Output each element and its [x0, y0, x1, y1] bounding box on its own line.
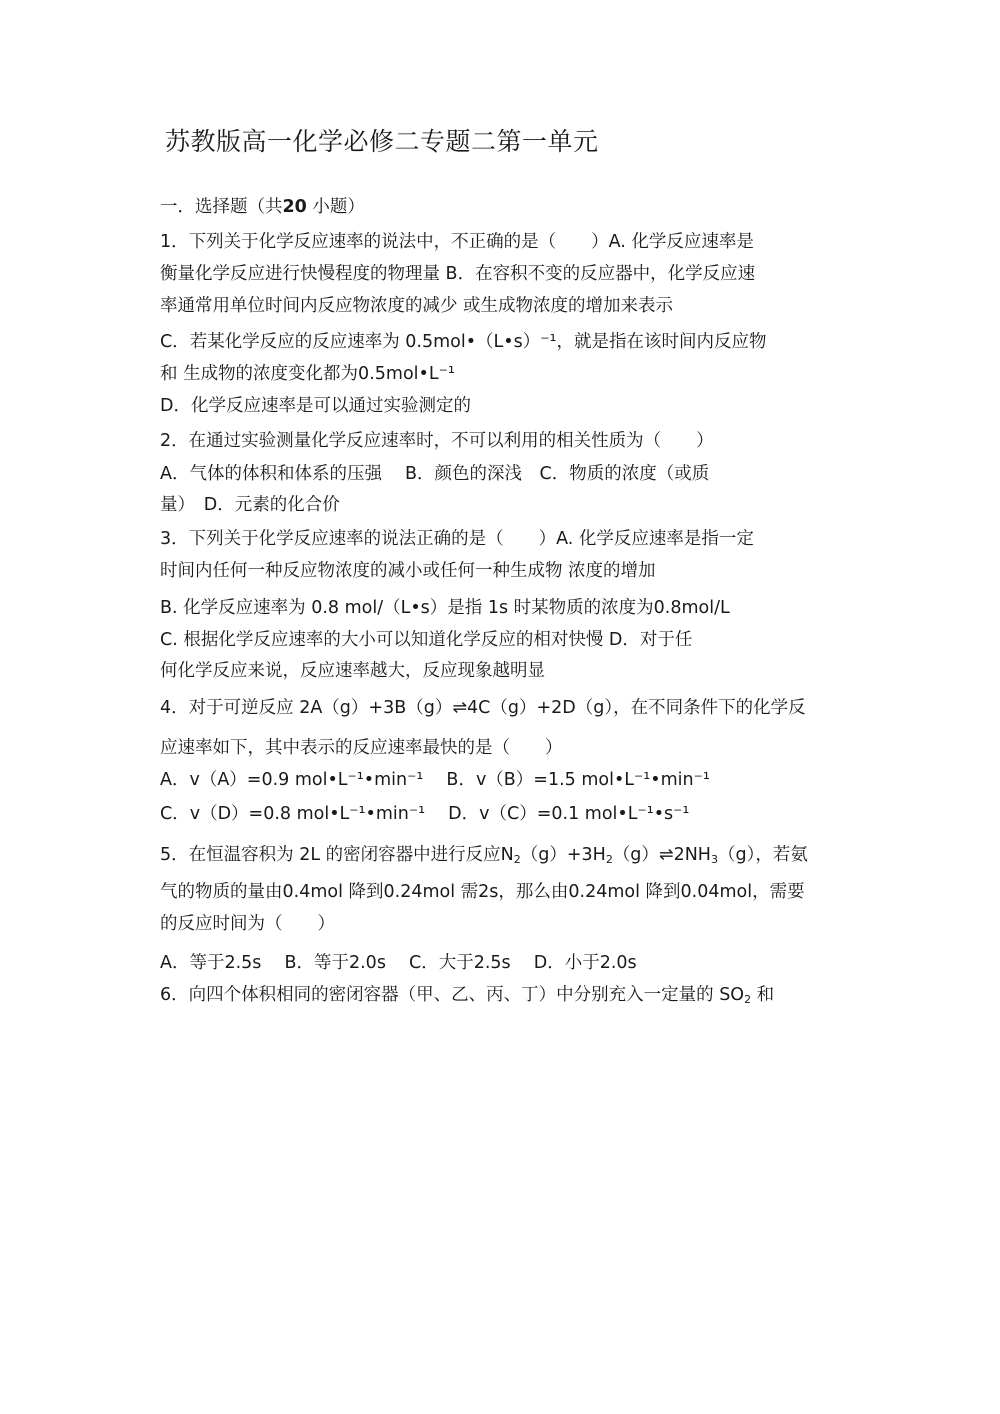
section-heading-prefix: 一．选择题（共 [160, 197, 283, 217]
subscript: 2 [513, 853, 521, 866]
page-title: 苏教版高一化学必修二专题二第一单元 [165, 127, 599, 156]
section-heading-suffix: 小题） [306, 197, 365, 217]
text-segment: ⁻¹ [438, 364, 455, 384]
text-line: 的反应时间为（ ） [160, 914, 335, 934]
text-line: 气的物质的量由0.4mol 降到0.24mol 需2s，那么由0.24mol 降到0.04mol，需要 [160, 882, 805, 902]
text-segment: 5．在恒温容积为 2L 的密闭容器中进行反应N [160, 845, 514, 865]
text-line: 2．在通过实验测量化学反应速率时，不可以利用的相关性质为（ ） [160, 431, 714, 451]
text-segment: ，就是指在该时间内反应物 [556, 332, 767, 352]
text-segment: （g）+3H [520, 845, 606, 865]
text-segment: （g），若氨 [717, 845, 808, 865]
text-segment: 和 生成物的浓度变化都为0.5mol•L [160, 364, 439, 384]
text-line [160, 985, 774, 1006]
text-segment: 6．向四个体积相同的密闭容器（甲、乙、丙、丁）中分别充入一定量的 SO [160, 985, 745, 1005]
text-line: A．气体的体积和体系的压强 B．颜色的深浅 C．物质的浓度（或质 [160, 464, 710, 484]
text-line: 应速率如下，其中表示的反应速率最快的是（ ） [160, 738, 563, 758]
text-line: 衡量化学反应进行快慢程度的物理量 B．在容积不变的反应器中，化学反应速 [160, 264, 756, 284]
text-line: B. 化学反应速率为 0.8 mol/（L•s）是指 1s 时某物质的浓度为0.8mol/L [160, 598, 730, 618]
text-segment: C．若某化学反应的反应速率为 0.5mol•（L•s） [160, 332, 541, 352]
text-segment: ⁻¹ [540, 332, 557, 352]
subscript: 2 [605, 853, 613, 866]
text-line: 3．下列关于化学反应速率的说法正确的是（ ）A. 化学反应速率是指一定 [160, 529, 754, 549]
text-line: A．等于2.5s B．等于2.0s C．大于2.5s D．小于2.0s [160, 953, 637, 973]
text-line: 量） D．元素的化合价 [160, 495, 340, 515]
text-line [160, 332, 767, 353]
text-line: 1．下列关于化学反应速率的说法中，不正确的是（ ）A. 化学反应速率是 [160, 232, 754, 252]
text-line [160, 364, 455, 385]
question-count: 20 [282, 197, 307, 217]
text-line [160, 845, 808, 866]
text-line: C. 根据化学反应速率的大小可以知道化学反应的相对快慢 D．对于任 [160, 630, 693, 650]
text-line: 时间内任何一种反应物浓度的减小或任何一种生成物 浓度的增加 [160, 561, 656, 581]
text-line: A．v（A）=0.9 mol•L⁻¹•min⁻¹ B．v（B）=1.5 mol•L⁻¹•min⁻¹ [160, 770, 710, 790]
text-line: 何化学反应来说，反应速率越大，反应现象越明显 [160, 661, 545, 681]
text-line: 率通常用单位时间内反应物浓度的减少 或生成物浓度的增加来表示 [160, 296, 674, 316]
text-line: 4．对于可逆反应 2A（g）+3B（g）⇌4C（g）+2D（g），在不同条件下的化学反 [160, 698, 806, 718]
text-segment: （g）⇌2NH [612, 845, 711, 865]
text-line: C．v（D）=0.8 mol•L⁻¹•min⁻¹ D．v（C）=0.1 mol•L⁻¹•s⁻¹ [160, 804, 690, 824]
section-heading [160, 197, 365, 218]
text-line: D．化学反应速率是可以通过实验测定的 [160, 396, 471, 416]
subscript: 3 [710, 853, 718, 866]
text-segment: 和 [751, 985, 775, 1005]
subscript: 2 [744, 993, 752, 1006]
